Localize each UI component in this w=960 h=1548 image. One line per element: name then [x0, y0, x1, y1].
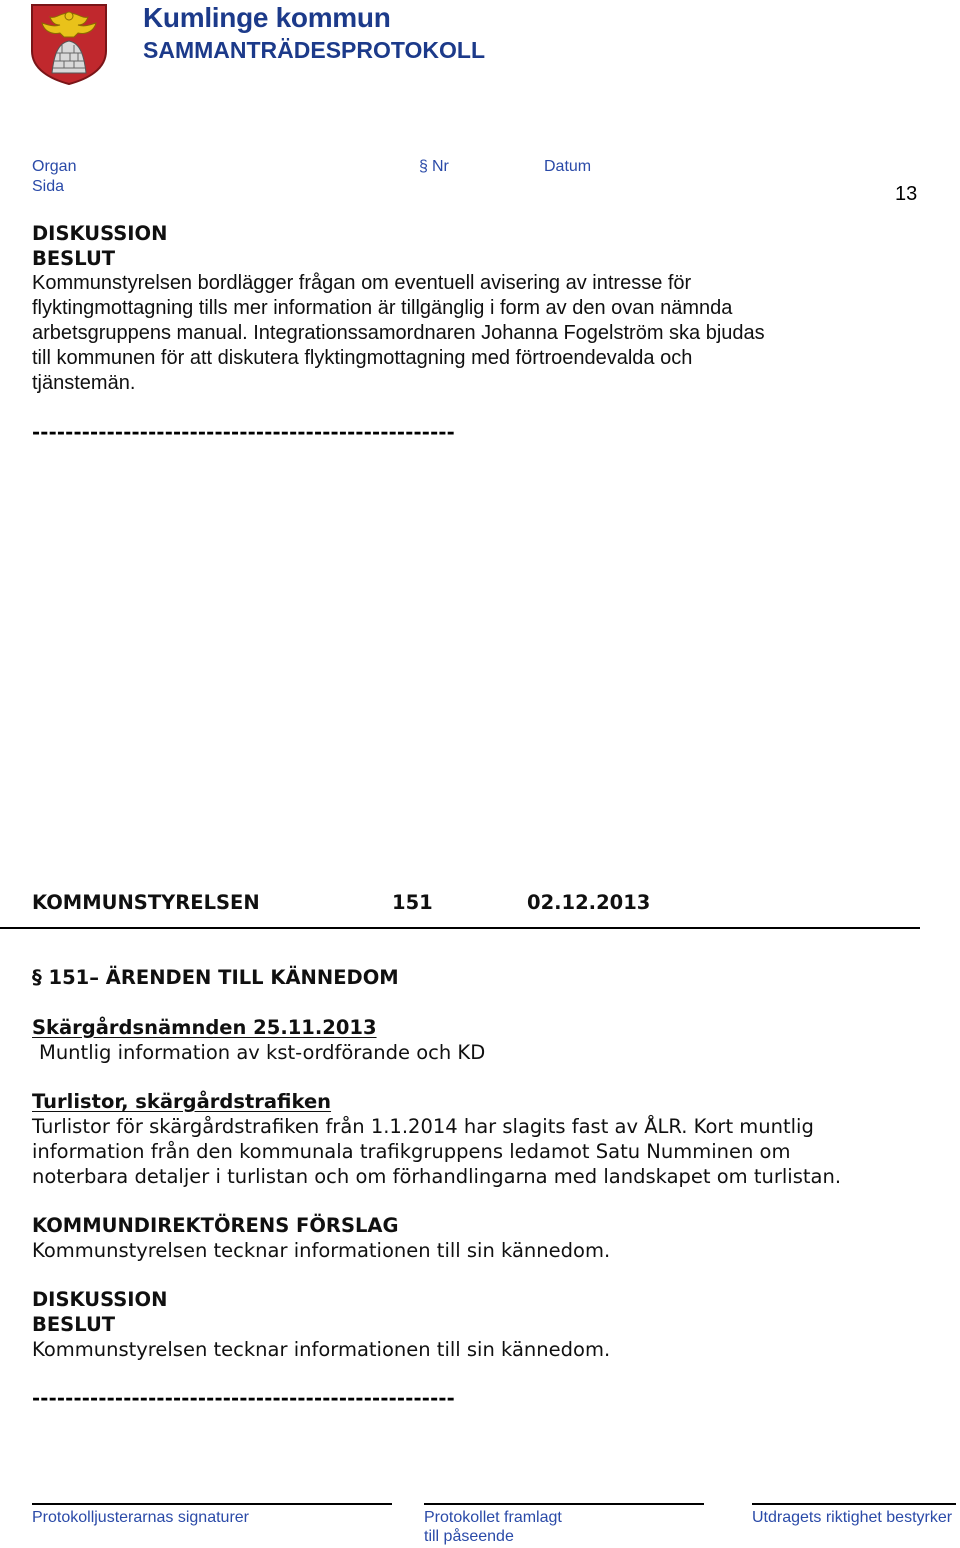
- page-number: 13: [895, 183, 918, 205]
- document-type: SAMMANTRÄDESPROTOKOLL: [143, 37, 486, 63]
- footer-rule-middle: [424, 1503, 704, 1505]
- item-line: Turlistor för skärgårdstrafiken från 1.1.2014 har slagits fast av ÅLR. Kort muntlig: [32, 1115, 814, 1138]
- item-text: Muntlig information av kst-ordförande och KD: [39, 1041, 486, 1064]
- separator-bottom: ---------------------------------------------------: [32, 1387, 455, 1410]
- diskussion-heading: DISKUSSION: [32, 1288, 168, 1311]
- diskussion-heading-top: DISKUSSION: [32, 222, 168, 245]
- paragraph-line: Kommunstyrelsen bordlägger frågan om eventuell avisering av intresse för: [32, 272, 692, 294]
- meeting-organ: KOMMUNSTYRELSEN: [32, 891, 260, 914]
- footer-certified: Utdragets riktighet bestyrker: [752, 1509, 953, 1526]
- footer-posted-line2: till påseende: [424, 1528, 514, 1545]
- proposal-heading: KOMMUNDIREKTÖRENS FÖRSLAG: [32, 1214, 399, 1237]
- footer-rule-left: [32, 1503, 392, 1505]
- footer-rule-right: [752, 1503, 956, 1505]
- footer-signatures: Protokolljusterarnas signaturer: [32, 1509, 249, 1526]
- item-heading: Turlistor, skärgårdstrafiken: [32, 1090, 332, 1113]
- paragraph-line: till kommunen för att diskutera flyktingmottagning med förtroendevalda och: [32, 347, 693, 369]
- organization-name: Kumlinge kommun: [143, 2, 391, 33]
- item-line: information från den kommunala trafikgruppens ledamot Satu Numminen om: [32, 1140, 791, 1163]
- meeting-date: 02.12.2013: [527, 891, 651, 914]
- paragraph-line: arbetsgruppens manual. Integrationssamordnaren Johanna Fogelström ska bjudas: [32, 322, 765, 344]
- footer-posted: Protokollet framlagt: [424, 1509, 562, 1526]
- beslut-heading-top: BESLUT: [32, 247, 116, 270]
- beslut-heading: BESLUT: [32, 1313, 116, 1336]
- item-paragraph: [32, 1114, 841, 1189]
- municipal-crest-logo: [30, 3, 108, 85]
- separator-top: ---------------------------------------------------: [32, 421, 455, 444]
- section-title-text: 151– ÄRENDEN TILL KÄNNEDOM: [48, 966, 399, 989]
- section-sign-label: §: [419, 158, 428, 175]
- item-heading: Skärgårdsnämnden 25.11.2013: [32, 1016, 377, 1039]
- decision-text: Kommunstyrelsen tecknar informationen till sin kännedom.: [32, 1338, 611, 1361]
- meeting-number: 151: [392, 891, 433, 914]
- meeting-divider: [0, 927, 920, 929]
- organ-label: Organ: [32, 158, 77, 175]
- paragraph-line: flyktingmottagning tills mer information är tillgänglig i form av den ovan nämnda: [32, 297, 733, 319]
- item-line: noterbara detaljer i turlistan och om förhandlingarna med landskapet om turlistan.: [32, 1165, 842, 1188]
- section-sign: §: [32, 966, 42, 989]
- proposal-text: Kommunstyrelsen tecknar informationen till sin kännedom.: [32, 1239, 611, 1262]
- datum-label: Datum: [544, 158, 592, 175]
- section-title: [32, 965, 399, 990]
- beslut-paragraph: [32, 271, 765, 396]
- nr-label: Nr: [432, 158, 449, 175]
- sida-label: Sida: [32, 178, 65, 195]
- paragraph-line: tjänstemän.: [32, 372, 136, 394]
